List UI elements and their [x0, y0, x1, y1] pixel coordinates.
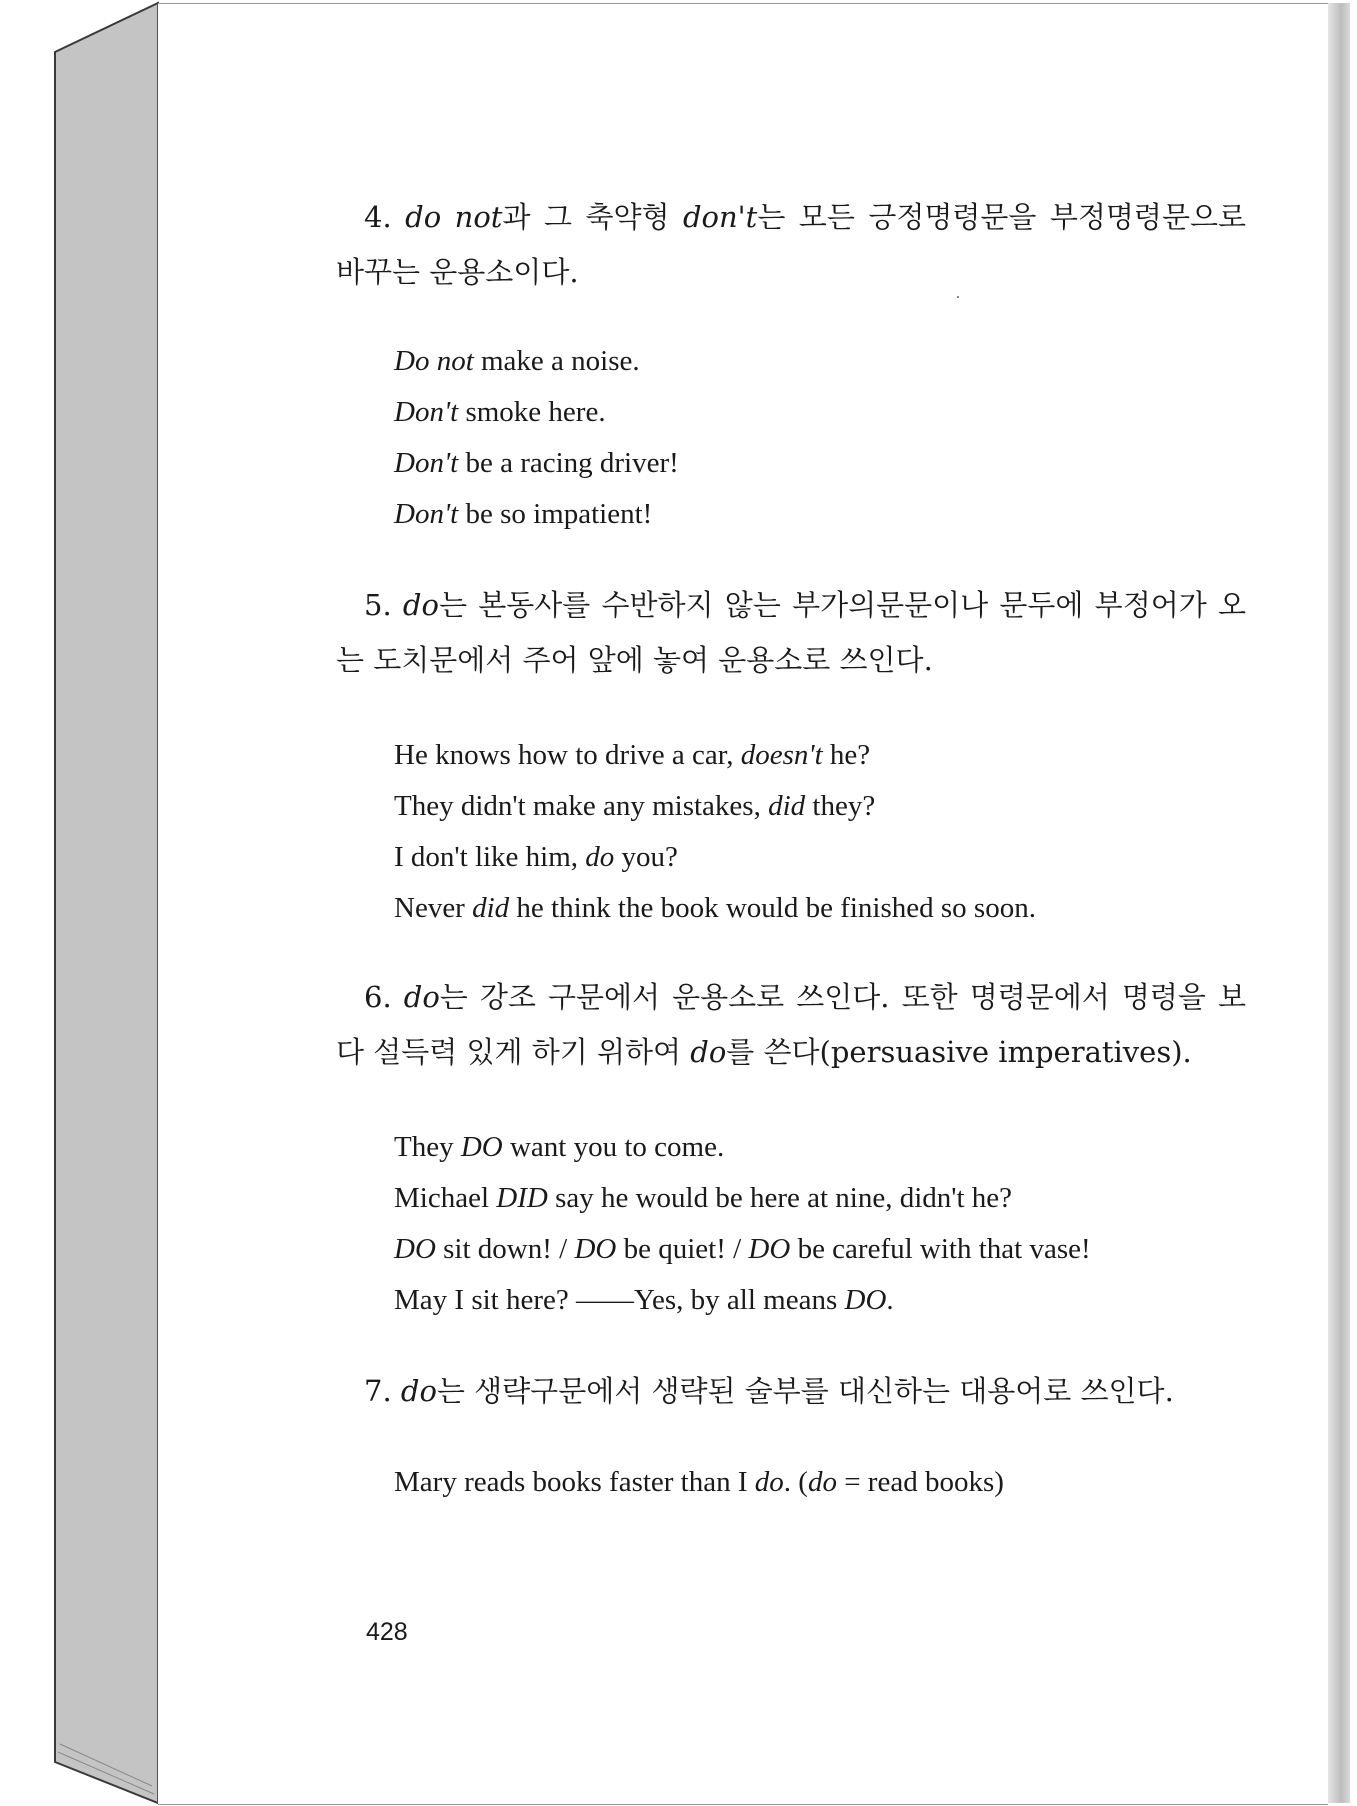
- text-run: They: [394, 1131, 461, 1163]
- text-run: Michael: [394, 1182, 497, 1214]
- example-list: [336, 1457, 1246, 1508]
- text-run: he think the book would be finished so soon.: [509, 892, 1036, 924]
- text-run: Never: [394, 892, 473, 924]
- text-run: make a noise.: [473, 345, 640, 377]
- example-sentence: [394, 1173, 1246, 1224]
- text-run: [392, 1374, 401, 1408]
- text-run: 는 모든 긍정명령문을 부정명령문으로 바꾸는 운용소이다.: [336, 200, 1246, 289]
- text-run: He knows how to drive a car,: [394, 739, 741, 771]
- rule-body: [336, 200, 1246, 289]
- text-run: .: [886, 1284, 894, 1316]
- rule-number: 5.: [364, 588, 392, 622]
- rule-text: [336, 578, 1246, 688]
- italic-term: DO: [394, 1233, 436, 1265]
- rule-section: [336, 1364, 1246, 1508]
- text-run: he?: [822, 739, 871, 771]
- text-run: you?: [614, 841, 678, 873]
- text-run: May I sit here? ——Yes, by all means: [394, 1284, 845, 1316]
- example-sentence: [394, 781, 1246, 832]
- page-content: [336, 190, 1246, 1508]
- text-run: [392, 980, 404, 1014]
- italic-term: do: [690, 1035, 727, 1069]
- italic-term: do: [400, 1374, 437, 1408]
- rule-body: [336, 980, 1246, 1069]
- example-list: [336, 1122, 1246, 1326]
- italic-term: DO: [844, 1284, 887, 1316]
- text-run: 는 본동사를 수반하지 않는 부가의문문이나 문두에 부정어가 오는 도치문에서 주어 앞에 놓여 운용소로 쓰인다.: [336, 588, 1246, 677]
- italic-term: don't: [682, 200, 758, 234]
- text-run: 는 강조 구문에서 운용소로 쓰인다. 또한 명령문에서 명령을 보다 설득력 있게 하기 위하여: [336, 980, 1247, 1069]
- italic-term: Don't: [394, 396, 459, 428]
- italic-term: did: [472, 892, 510, 924]
- text-run: they?: [805, 790, 876, 822]
- text-run: be so impatient!: [458, 498, 653, 530]
- rule-section: [336, 970, 1246, 1326]
- italic-term: do: [754, 1466, 784, 1498]
- text-run: I don't like him,: [394, 841, 586, 873]
- rule-text: [336, 190, 1246, 300]
- rule-number: 6.: [364, 980, 392, 1014]
- example-sentence: [394, 438, 1246, 489]
- example-sentence: [394, 1275, 1246, 1326]
- text-run: [392, 588, 403, 622]
- example-sentence: [394, 730, 1246, 781]
- italic-term: did: [768, 790, 806, 822]
- italic-term: do: [585, 841, 615, 873]
- example-sentence: [394, 387, 1246, 438]
- text-run: 를 쓴다(persuasive imperatives).: [726, 1035, 1192, 1069]
- rule-text: [336, 1364, 1246, 1419]
- example-list: [336, 730, 1246, 934]
- text-run: Mary reads books faster than I: [394, 1466, 755, 1498]
- example-sentence: [394, 1122, 1246, 1173]
- example-sentence: [394, 883, 1246, 934]
- text-run: smoke here.: [458, 396, 606, 428]
- text-run: They didn't make any mistakes,: [394, 790, 769, 822]
- rule-section: [336, 578, 1246, 934]
- rule-section: [336, 190, 1246, 540]
- example-list: [336, 336, 1246, 540]
- text-run: [392, 200, 405, 234]
- text-run: want you to come.: [502, 1131, 725, 1163]
- italic-term: doesn't: [740, 739, 823, 771]
- text-run: be a racing driver!: [458, 447, 679, 479]
- italic-term: do not: [405, 200, 503, 234]
- rule-body: [392, 1374, 1174, 1408]
- italic-term: DO: [574, 1233, 617, 1265]
- text-run: . (: [783, 1466, 808, 1498]
- rule-number: 7.: [364, 1374, 392, 1408]
- example-sentence: [394, 336, 1246, 387]
- italic-term: do: [403, 980, 440, 1014]
- italic-term: do: [807, 1466, 837, 1498]
- italic-term: Do not: [394, 345, 474, 377]
- italic-term: DO: [748, 1233, 791, 1265]
- italic-term: Don't: [394, 498, 459, 530]
- rule-text: [336, 970, 1246, 1080]
- example-sentence: [394, 832, 1246, 883]
- rule-body: [336, 588, 1246, 677]
- text-run: be careful with that vase!: [790, 1233, 1091, 1265]
- text-run: 과 그 축약형: [502, 200, 683, 234]
- page-edge-shadow: [1328, 3, 1350, 1803]
- italic-term: DID: [496, 1182, 548, 1214]
- example-sentence: [394, 489, 1246, 540]
- italic-term: DO: [460, 1131, 503, 1163]
- example-sentence: [394, 1457, 1246, 1508]
- page-number: 428: [366, 1618, 408, 1646]
- text-run: 는 생략구문에서 생략된 술부를 대신하는 대용어로 쓰인다.: [436, 1374, 1174, 1408]
- example-sentence: [394, 1224, 1246, 1275]
- italic-term: Don't: [394, 447, 459, 479]
- italic-term: do: [402, 588, 439, 622]
- text-run: say he would be here at nine, didn't he?: [547, 1182, 1013, 1214]
- rule-number: 4.: [364, 200, 392, 234]
- text-run: = read books): [836, 1466, 1004, 1498]
- text-run: be quiet! /: [616, 1233, 749, 1265]
- text-run: sit down! /: [435, 1233, 575, 1265]
